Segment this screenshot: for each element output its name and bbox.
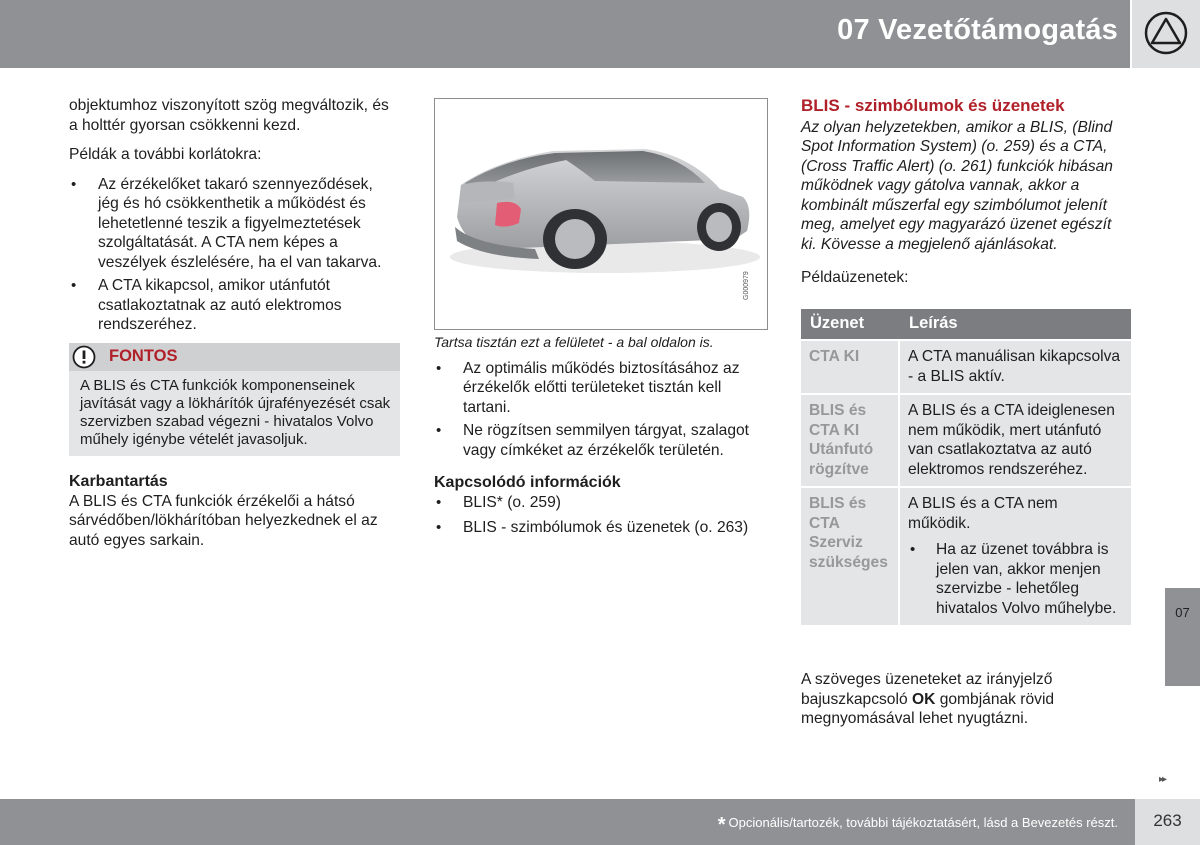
list-item: • A CTA kikapcsol, amikor utánfutót csatlakoztatnak az autó elektromos rendszeréhez. bbox=[69, 276, 391, 335]
continue-arrows-icon: ▸▸ bbox=[1159, 774, 1166, 785]
list-item: • Ha az üzenet továbbra is jelen van, akkor menjen szervizbe - lehetőleg hivatalos Volvo műhelybe. bbox=[908, 540, 1123, 618]
maintenance-text: A BLIS és CTA funkciók érzékelői a hátsó sárvédőben/lökhárítóban helyezkednek el az autó egyes sarkain. bbox=[69, 492, 378, 549]
warning-header bbox=[69, 343, 400, 371]
list-item: • Ne rögzítsen semmilyen tárgyat, szalagot vagy címkéket az érzékelők területén. bbox=[434, 421, 764, 460]
related-heading: Kapcsolódó információk bbox=[434, 474, 621, 491]
description-list bbox=[908, 540, 1123, 618]
examples-label: Példák a további korlátokra: bbox=[69, 146, 262, 163]
warning-triangle-icon bbox=[1142, 11, 1190, 55]
car-rear-image bbox=[435, 99, 767, 329]
related-link[interactable]: • BLIS* (o. 259) bbox=[434, 493, 764, 513]
header-icon-box bbox=[1132, 0, 1200, 68]
ok-button-label: OK bbox=[911, 690, 936, 708]
footnote-text: Opcionális/tartozék, további tájékoztatásért, lásd a Bevezetés részt. bbox=[728, 815, 1118, 830]
table-row bbox=[801, 395, 1131, 486]
right-column bbox=[801, 96, 1131, 288]
middle-column bbox=[434, 333, 764, 538]
limitations-list bbox=[69, 175, 391, 335]
closing-text-post: gombjának rövid megnyomásával lehet nyugtázni. bbox=[801, 690, 1055, 727]
section-heading: BLIS - szimbólumok és üzenetek bbox=[801, 96, 1065, 115]
chapter-tab[interactable] bbox=[1165, 588, 1200, 686]
message-cell: BLIS és CTA Szerviz szükséges bbox=[801, 488, 900, 625]
closing-paragraph bbox=[801, 670, 1131, 729]
description-cell: A CTA manuálisan kikapcsolva - a BLIS aktív. bbox=[900, 341, 1131, 393]
description-cell bbox=[900, 488, 1131, 625]
related-link[interactable]: • BLIS - szimbólumok és üzenetek (o. 263) bbox=[434, 518, 764, 538]
maintenance-section bbox=[69, 472, 404, 550]
column-header-message: Üzenet bbox=[801, 309, 900, 339]
examples-label: Példaüzenetek: bbox=[801, 269, 909, 286]
page-number: 263 bbox=[1153, 811, 1182, 830]
chapter-title: 07 Vezetőtámogatás bbox=[837, 14, 1118, 46]
table-header-row bbox=[801, 309, 1131, 339]
description-cell: A BLIS és a CTA ideiglenesen nem működik, mert utánfutó van csatlakoztatva az autó elektromos rendszeréhez. bbox=[900, 395, 1131, 486]
car-rear-illustration bbox=[434, 98, 768, 330]
message-cell: BLIS és CTA KI Utánfutó rögzítve bbox=[801, 395, 900, 486]
closing-text-pre: A szöveges üzeneteket az irányjelző bajuszkapcsoló bbox=[801, 671, 1053, 708]
chapter-tab-label: 07 bbox=[1175, 605, 1190, 620]
warning-text: A BLIS és CTA funkciók komponenseinek javítását vagy a lökhárítók újrafényezését csak szervizben szabad végezni - hivatalos Volvo műhely igénybe vételét javasoljuk. bbox=[80, 377, 391, 448]
warning-box bbox=[69, 343, 400, 456]
list-item: • Az érzékelőket takaró szennyeződések, jég és hó csökkenthetik a működést és lehetetlenné teszik a figyelmeztetések szolgáltatását. A CTA nem képes a veszélyek észlelésére, ha el van takarva. bbox=[69, 175, 391, 273]
footnote-star: * bbox=[717, 814, 726, 836]
cleaning-list bbox=[434, 359, 764, 461]
warning-exclamation-icon bbox=[72, 345, 96, 369]
related-list bbox=[434, 493, 764, 538]
intro-text: objektumhoz viszonyított szög megváltozik, és a holttér gyorsan csökkenni kezd. bbox=[69, 97, 389, 134]
messages-table bbox=[801, 307, 1131, 627]
list-item: • Az optimális működés biztosításához az érzékelők előtti területeket tisztán kell tartani. bbox=[434, 359, 764, 418]
image-caption: Tartsa tisztán ezt a felületet - a bal oldalon is. bbox=[434, 334, 714, 350]
section-intro: Az olyan helyzetekben, amikor a BLIS, (Blind Spot Information System) (o. 259) és a CTA, (Cross Traffic Alert) (o. 261) funkciók hibásan működnek vagy gátolva vannak, akkor a kombinált műszerfal egy szimbólumot jelenít meg, amelyet egy magyarázó üzenet egészít ki. Kövesse a megjelenő ajánlásokat. bbox=[801, 118, 1113, 253]
maintenance-heading: Karbantartás bbox=[69, 473, 168, 490]
column-header-description: Leírás bbox=[900, 309, 1131, 339]
image-code: G000979 bbox=[743, 271, 750, 300]
message-cell: CTA KI bbox=[801, 341, 900, 393]
footer-note bbox=[718, 814, 1118, 837]
table-row bbox=[801, 341, 1131, 393]
left-column bbox=[69, 96, 391, 335]
warning-title: FONTOS bbox=[109, 347, 178, 365]
table-row bbox=[801, 488, 1131, 625]
description-text: A BLIS és a CTA nem működik. bbox=[908, 495, 1058, 532]
